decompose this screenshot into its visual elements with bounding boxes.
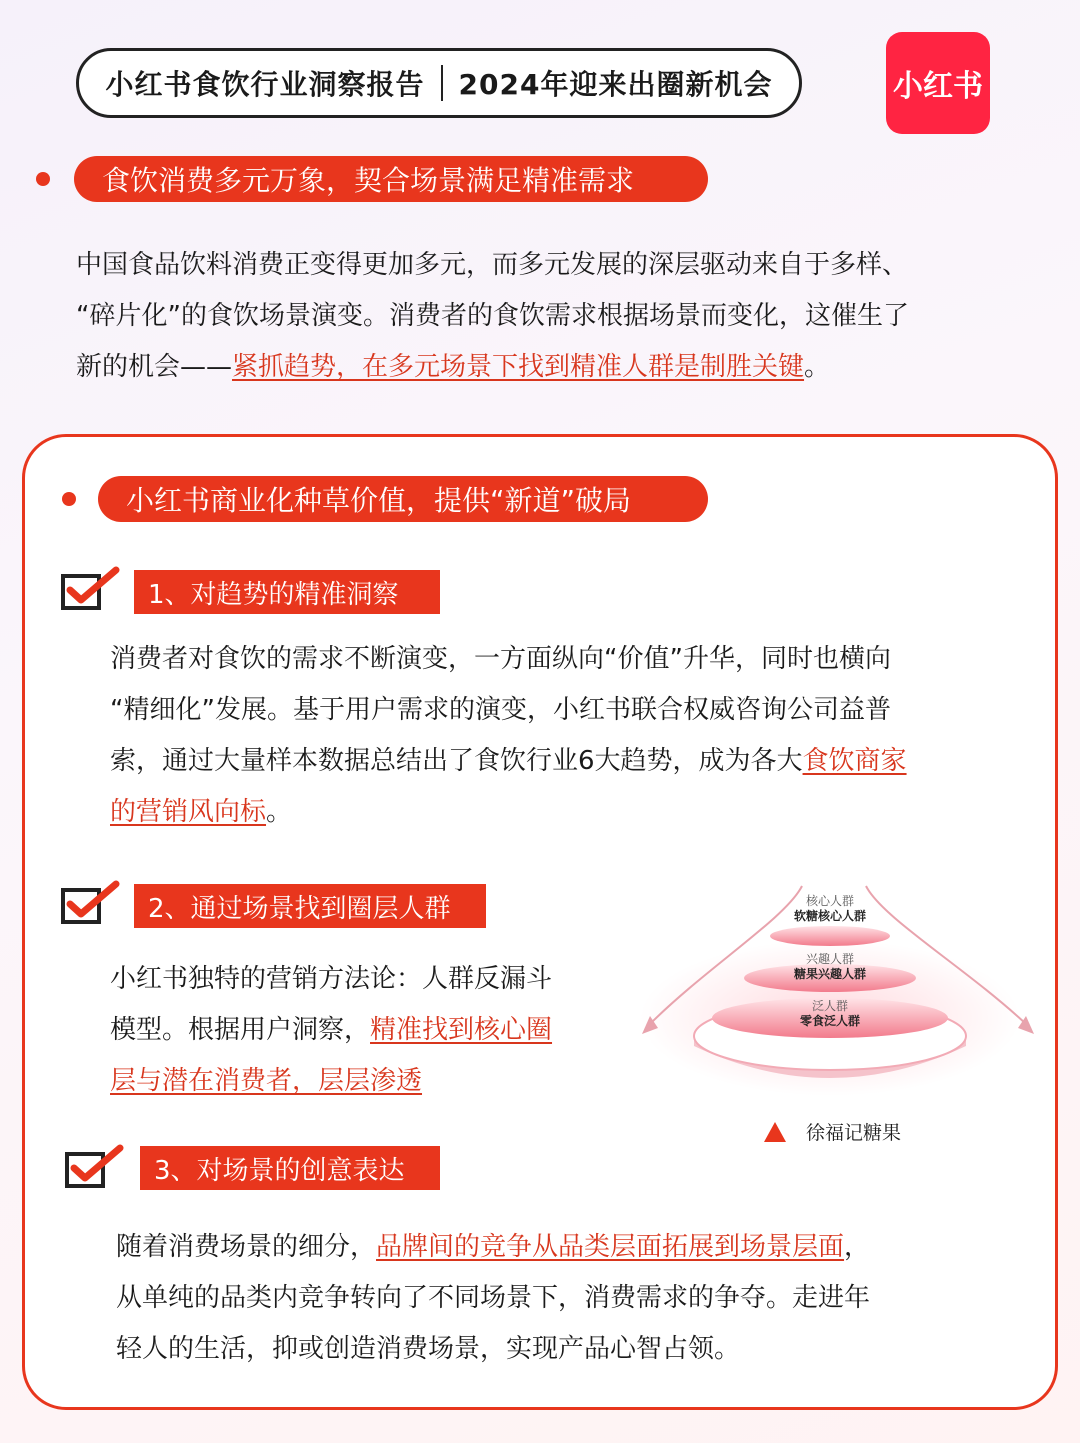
item1-line <box>110 787 1010 838</box>
report-title-right: 2024年迎来出圈新机会 <box>458 68 773 101</box>
item1-text: 。 <box>266 797 293 827</box>
item3-text: ， <box>844 1232 871 1262</box>
item1-highlight: 食饮商家 <box>802 746 907 776</box>
section1-highlight: 紧抓趋势，在多元场景下找到精准人群是制胜关键 <box>232 352 805 382</box>
item3-line: 从单纯的品类内竞争转向了不同场景下，消费需求的争夺。走进年 <box>116 1283 871 1313</box>
section1-line: 中国食品饮料消费正变得更加多元，而多元发展的深层驱动来自于多样、 <box>76 250 909 280</box>
item1-text: 索，通过大量样本数据总结出了食饮行业6大趋势，成为各大 <box>110 746 803 776</box>
section1-text: 新的机会—— <box>76 352 233 382</box>
funnel-tier2-label: 兴趣人群 <box>805 952 855 966</box>
funnel-tier1-value: 软糖核心人群 <box>793 909 867 923</box>
funnel-tier1-label: 核心人群 <box>805 894 855 908</box>
item2-paragraph <box>110 954 630 1107</box>
section-bullet-dot <box>36 172 50 186</box>
checkbox-checked-icon <box>60 566 120 612</box>
item1-label <box>134 570 440 614</box>
report-title-left: 小红书食饮行业洞察报告 <box>105 68 425 101</box>
section2-heading <box>98 476 708 522</box>
item2-highlight: 精准找到核心圈 <box>370 1015 553 1045</box>
checkbox-checked-icon <box>60 880 120 926</box>
item2-highlight: 层与潜在消费者，层层渗透 <box>110 1066 423 1096</box>
funnel-caption-text: 徐福记糖果 <box>806 1122 902 1144</box>
item2-line <box>110 1005 630 1056</box>
item3-label <box>140 1146 440 1190</box>
item3-text: 随着消费场景的细分， <box>116 1232 377 1262</box>
item3-label-text: 3、对场景的创意表达 <box>154 1155 405 1186</box>
title-divider <box>441 65 443 101</box>
xiaohongshu-logo <box>886 32 990 134</box>
item1-line <box>110 736 1010 787</box>
report-title <box>76 48 802 118</box>
section-bullet-dot <box>62 492 76 506</box>
item1-highlight: 的营销风向标 <box>110 797 267 827</box>
triangle-icon <box>764 1122 786 1142</box>
section1-line <box>76 342 1036 393</box>
section1-line: “碎片化”的食饮场景演变。消费者的食饮需求根据场景而变化，这催生了 <box>76 301 909 331</box>
item1-paragraph <box>110 634 1010 838</box>
section2-heading-text: 小红书商业化种草价值，提供“新道”破局 <box>126 484 632 517</box>
funnel-tier3-value: 零食泛人群 <box>799 1014 861 1028</box>
item3-line: 轻人的生活，抑或创造消费场景，实现产品心智占领。 <box>116 1334 741 1364</box>
item3-line <box>116 1222 1016 1273</box>
item1-line: “精细化”发展。基于用户需求的演变，小红书联合权威咨询公司益普 <box>110 695 891 725</box>
item2-line <box>110 1056 630 1107</box>
checkbox-checked-icon <box>64 1144 124 1190</box>
item3-highlight: 品牌间的竞争从品类层面拓展到场景层面 <box>376 1232 845 1262</box>
item2-text: 模型。根据用户洞察， <box>110 1015 371 1045</box>
reverse-funnel-diagram <box>636 878 1040 1100</box>
section1-heading <box>74 156 708 202</box>
item3-paragraph <box>116 1222 1016 1375</box>
item2-line: 小红书独特的营销方法论：人群反漏斗 <box>110 964 553 994</box>
item2-label-text: 2、通过场景找到圈层人群 <box>148 893 451 924</box>
logo-text: 小红书 <box>893 69 983 104</box>
funnel-caption <box>764 1118 901 1145</box>
item1-line: 消费者对食饮的需求不断演变，一方面纵向“价值”升华，同时也横向 <box>110 644 891 674</box>
funnel-tier1-disc <box>770 926 890 946</box>
item2-label <box>134 884 486 928</box>
funnel-tier2-value: 糖果兴趣人群 <box>793 967 867 981</box>
funnel-tier3-label: 泛人群 <box>811 999 849 1013</box>
section1-text: 。 <box>804 352 831 382</box>
section1-heading-text: 食饮消费多元万象，契合场景满足精准需求 <box>102 164 635 197</box>
item1-label-text: 1、对趋势的精准洞察 <box>148 579 399 610</box>
section1-paragraph <box>76 240 1036 393</box>
